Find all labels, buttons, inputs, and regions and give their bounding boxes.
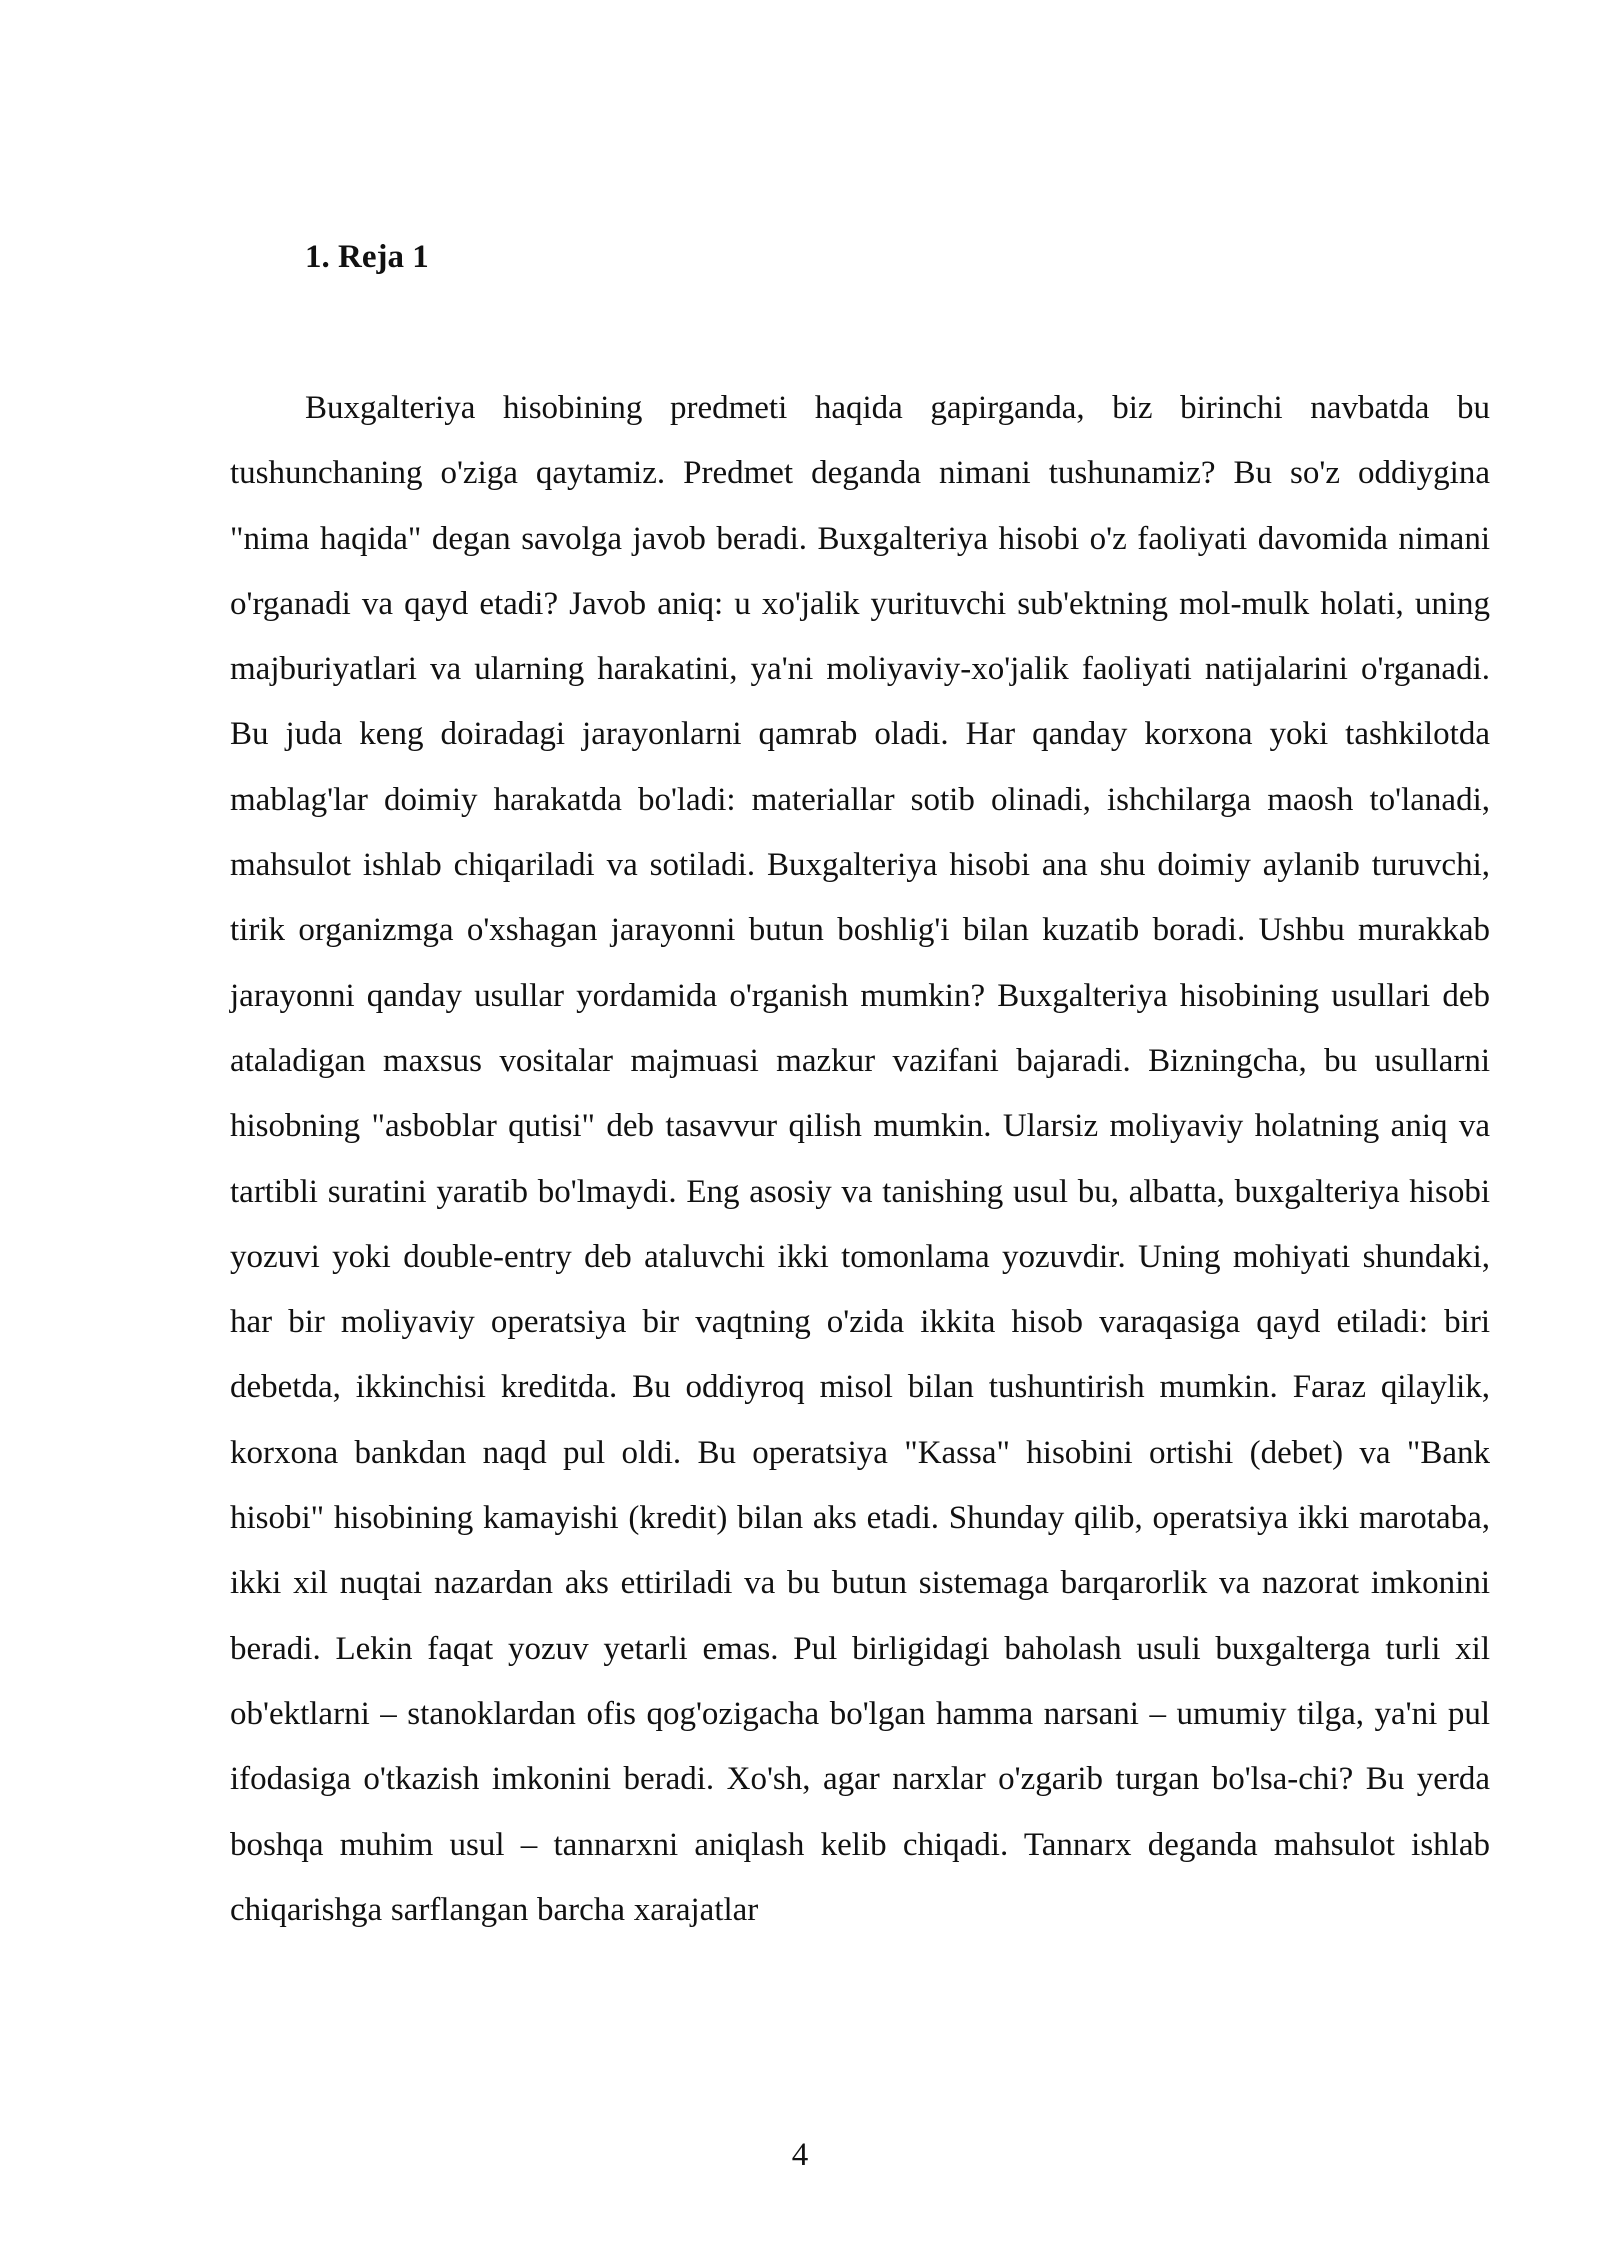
body-paragraph: Buxgalteriya hisobining predmeti haqida gapirganda, biz birinchi navbatda bu tushunchaning o'ziga qaytamiz. Predmet deganda nimani tushunamiz? Bu so'z oddiygina "nima haqida" degan savolga javob beradi. Buxgalteriya hisobi o'z faoliyati davomida nimani o'rganadi va qayd etadi? Javob aniq: u xo'jalik yurituvchi sub'ektning mol-mulk holati, uning majburiyatlari va ularning harakatini, ya'ni moliyaviy-xo'jalik faoliyati natijalarini o'rganadi. Bu juda keng doiradagi jarayonlarni qamrab oladi. Har qanday korxona yoki tashkilotda mablag'lar doimiy harakatda bo'ladi: materiallar sotib olinadi, ishchilarga maosh to'lanadi, mahsulot ishlab chiqariladi va sotiladi. Buxgalteriya hisobi ana shu doimiy aylanib turuvchi, tirik organizmga o'xshagan jarayonni butun boshlig'i bilan kuzatib boradi. Ushbu murakkab jarayonni qanday usullar yordamida o'rganish mumkin? Buxgalteriya hisobining usullari deb ataladigan maxsus vositalar majmuasi mazkur vazifani bajaradi. Bizningcha, bu usullarni hisobning "asboblar qutisi" deb tasavvur qilish mumkin. Ularsiz moliyaviy holatning aniq va tartibli suratini yaratib bo'lmaydi. Eng asosiy va tanishing usul bu, albatta, buxgalteriya hisobi yozuvi yoki double-entry deb ataluvchi ikki tomonlama yozuvdir. Uning mohiyati shundaki, har bir moliyaviy operatsiya bir vaqtning o'zida ikkita hisob varaqasiga qayd etiladi: biri debetda, ikkinchisi kreditda. Bu oddiyroq misol bilan tushuntirish mumkin. Faraz qilaylik, korxona bankdan naqd pul oldi. Bu operatsiya "Kassa" hisobini ortishi (debet) va "Bank hisobi" hisobining kamayishi (kredit) bilan aks etadi. Shunday qilib, operatsiya ikki marotaba, ikki xil nuqtai nazardan aks ettiriladi va bu butun sistemaga barqarorlik va nazorat imkonini beradi. Lekin faqat yozuv yetarli emas. Pul birligidagi baholash usuli buxgalterga turli xil ob'ektlarni – stanoklardan ofis qog'ozigacha bo'lgan hamma narsani – umumiy tilga, ya'ni pul ifodasiga o'tkazish imkonini beradi. Xo'sh, agar narxlar o'zgarib turgan bo'lsa-chi? Bu yerda boshqa muhim usul – tannarxni aniqlash kelib chiqadi. Tannarx deganda mahsulot ishlab chiqarishga sarflangan barcha xarajatlar — [230, 390, 1490, 1928]
section-heading: 1. Reja 1 — [305, 239, 429, 275]
page-number: 4 — [791, 2137, 809, 2173]
